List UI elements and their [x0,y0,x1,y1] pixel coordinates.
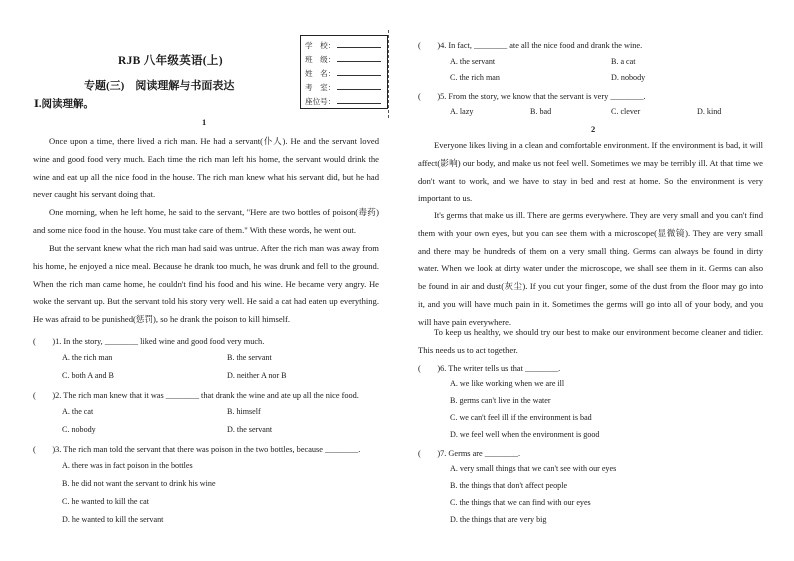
info-seat-number: 座位号： [305,96,381,107]
option-6b: B. germs can't live in the water [450,396,551,405]
option-7a: A. very small things that we can't see with our eyes [450,464,617,473]
passage-number: 1 [202,117,207,127]
info-name: 姓 名： [305,68,381,79]
option-5c: C. clever [611,107,641,116]
passage-number: 2 [591,124,596,134]
question-2: ( )2. The rich man knew that it was ________ that drank the wine and ate up all the nice food. [33,391,359,400]
option-5d: D. kind [697,107,722,116]
option-4c: C. the rich man [450,73,500,82]
passage-paragraph: Once upon a time, there lived a rich man. He had a servant(仆人). He and the servant loved wine and good food very much. Each time the rich man left his home, the servant would drink the wine and eat up all the nice food in the house. The rich man knew what his servant did, but he had never caught his servant doing that. [33,136,379,200]
section-heading: Ⅰ.阅读理解。 [34,99,95,110]
option-1c: C. both A and B [62,371,114,380]
option-2d: D. the servant [227,425,273,434]
option-3c: C. he wanted to kill the cat [62,497,149,506]
option-3b: B. he did not want the servant to drink his wine [62,479,216,488]
option-1b: B. the servant [227,353,272,362]
passage-paragraph: It's germs that make us ill. There are germs everywhere. They are very small and you can't find them with your own eyes, but you can see them with a microscope(显微镜). They are very small and there may be hundreds of them on a very small thing. Germs can always be found in dirty water. When we look at dirty water under the microscope, we shall see them in it. Germs can also be found in air and dust(灰尘). If you cut your finger, some of the dust from the floor may go into it, and you will have much pain in it. Sometimes the germs will go into all of your body, and you will have pain everywhere. [418,210,763,327]
passage-paragraph: Everyone likes living in a clean and comfortable environment. If the environment is bad, it will affect(影响) our body, and make us not feel well. Sometimes we may be terribly ill. At that time we don't want to work, and we have to stay in bed and rest at home. So the environment is very important to us. [418,140,763,204]
question-7: ( )7. Germs are ________. [418,449,521,458]
info-exam-room: 考 室： [305,82,381,93]
option-6c: C. we can't feel ill if the environment is bad [450,413,592,422]
option-1d: D. neither A nor B [227,371,287,380]
info-class: 班 级： [305,54,381,65]
passage-paragraph: To keep us healthy, we should try our best to make our environment become cleaner and tidier. This needs us to act together. [418,327,763,355]
option-2c: C. nobody [62,425,96,434]
passage-paragraph: But the servant knew what the rich man had said was untrue. After the rich man was away from his home, he enjoyed a nice meal. Because he drank too much, he was drunk and fell to the ground. When the rich man came home, he couldn't find his food and his wine. He became very angry. He woke the servant up. But the servant told his story very well. He said a cat had eaten up everything. He was afraid to be punished(惩罚), so he drank the poison to kill himself. [33,243,379,325]
question-3: ( )3. The rich man told the servant that there was poison in the two bottles, because ________. [33,445,361,454]
option-7c: C. the things that we can find with our eyes [450,498,591,507]
option-7d: D. the things that are very big [450,515,547,524]
question-6: ( )6. The writer tells us that ________. [418,364,561,373]
option-3a: A. there was in fact poison in the bottles [62,461,193,470]
info-school: 学 校： [305,40,381,51]
option-5a: A. lazy [450,107,474,116]
passage-paragraph: One morning, when he left home, he said to the servant, "Here are two bottles of poison(毒药) and some nice food in the house. You must take care of them." With these words, he went out. [33,207,379,235]
option-2b: B. himself [227,407,261,416]
option-3d: D. he wanted to kill the servant [62,515,164,524]
binding-dashed-line [388,30,389,118]
right-page [397,0,794,561]
option-2a: A. the cat [62,407,94,416]
option-5b: B. bad [530,107,552,116]
option-6d: D. we feel well when the environment is good [450,430,600,439]
option-7b: B. the things that don't affect people [450,481,568,490]
option-4b: B. a cat [611,57,636,66]
question-1: ( )1. In the story, ________ liked wine and good food very much. [33,337,265,346]
question-5: ( )5. From the story, we know that the servant is very ________. [418,92,646,101]
option-6a: A. we like working when we are ill [450,379,565,388]
option-1a: A. the rich man [62,353,113,362]
student-info-box [300,35,388,109]
question-4: ( )4. In fact, ________ ate all the nice food and drank the wine. [418,41,643,50]
option-4a: A. the servant [450,57,496,66]
option-4d: D. nobody [611,73,646,82]
page-title: RJB 八年级英语(上) [118,55,223,67]
page-subtitle: 专题(三) 阅读理解与书面表达 [84,80,235,92]
